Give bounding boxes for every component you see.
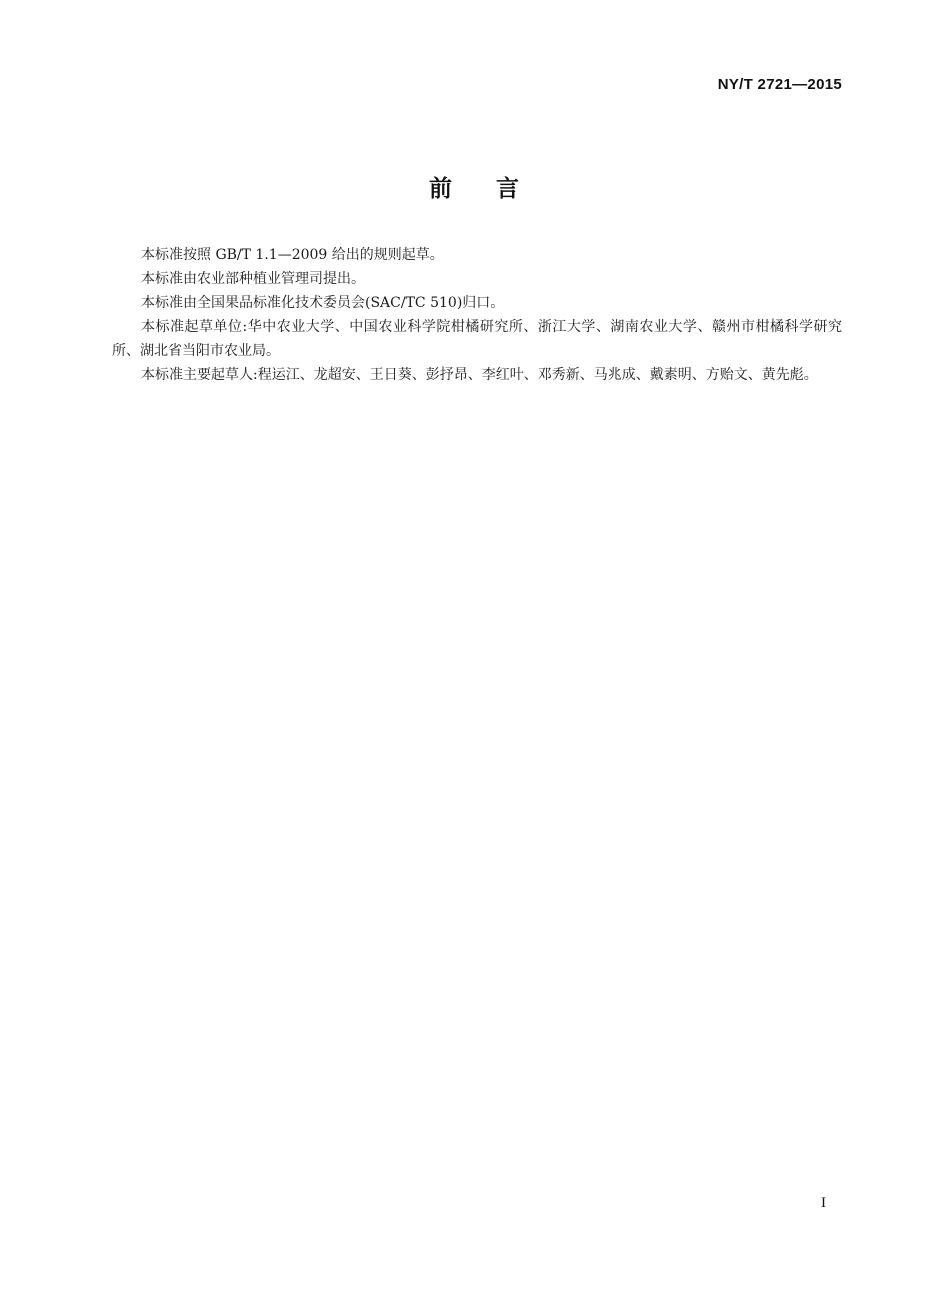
standard-code: NY/T 2721—2015 — [717, 76, 842, 93]
paragraph-proposer: 本标准由农业部种植业管理司提出。 — [141, 271, 365, 287]
title-char-2: 言 — [496, 176, 521, 202]
paragraph-drafting-units: 本标准起草单位:华中农业大学、中国农业科学院柑橘研究所、浙江大学、湖南农业大学、赣州市柑橘科学研究所、湖北省当阳市农业局。 — [112, 319, 842, 359]
page-number: I — [821, 1195, 826, 1211]
page-title — [0, 170, 950, 203]
paragraph-drafting-rules: 本标准按照 GB/T 1.1—2009 给出的规则起草。 — [141, 247, 444, 263]
title-char-1: 前 — [429, 176, 454, 202]
paragraph-committee: 本标准由全国果品标准化技术委员会(SAC/TC 510)归口。 — [141, 295, 505, 311]
paragraph-drafters: 本标准主要起草人:程运江、龙超安、王日葵、彭抒昂、李红叶、邓秀新、马兆成、戴素明、方贻文、黄先彪。 — [141, 367, 818, 383]
document-body — [112, 243, 842, 387]
